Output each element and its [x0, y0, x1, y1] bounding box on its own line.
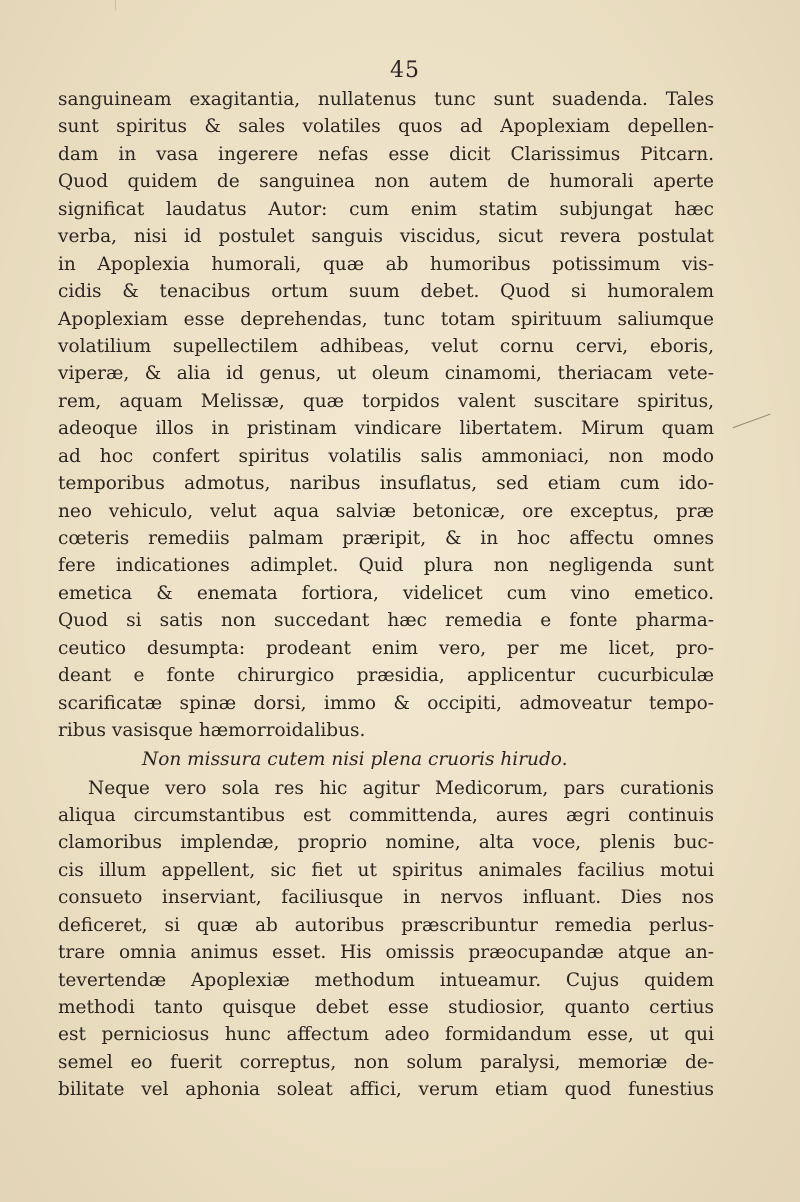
paragraph-1 [58, 86, 714, 745]
page-number: 45 [390, 58, 420, 83]
text-line: neo vehiculo, velut aqua salviæ betonicæ, ore exceptus, præ [58, 500, 714, 522]
text-line: ribus vasisque hæmorroidalibus. [58, 720, 366, 742]
book-page [58, 56, 714, 1104]
text-line: deficeret, si quæ ab autoribus præscribuntur remedia perlus- [58, 914, 714, 936]
text-line: viperæ, & alia id genus, ut oleum cinamomi, theriacam vete- [58, 363, 714, 385]
text-line: sanguineam exagitantia, nullatenus tunc sunt suadenda. Tales [58, 89, 714, 110]
text-line: emetica & enemata fortiora, videlicet cum vino emetico. [58, 582, 714, 604]
text-line: deant e fonte chirurgico præsidia, applicentur cucurbiculæ [58, 665, 714, 687]
text-line: rem, aquam Melissæ, quæ torpidos valent suscitare spiritus, [58, 390, 714, 412]
text-line: dam in vasa ingerere nefas esse dicit Clarissimus Pitcarn. [58, 143, 714, 165]
text-line: volatilium supellectilem adhibeas, velut cornu cervi, eboris, [58, 335, 714, 357]
text-line: tevertendæ Apoplexiæ methodum intueamur. Cujus quidem [58, 969, 714, 991]
text-line: cidis & tenacibus ortum suum debet. Quod si humoralem [58, 281, 714, 303]
top-smudge [115, 0, 130, 10]
text-line: sunt spiritus & sales volatiles quos ad Apoplexiam depellen- [58, 116, 714, 138]
text-line: Quod si satis non succedant hæc remedia e fonte pharma- [58, 610, 714, 632]
text-line: Apoplexiam esse deprehendas, tunc totam spirituum saliumque [58, 308, 714, 330]
text-line: methodi tanto quisque debet esse studiosior, quanto certius [58, 997, 714, 1018]
text-line: verba, nisi id postulet sanguis viscidus, sicut revera postulat [58, 226, 714, 248]
text-line: temporibus admotus, naribus insuflatus, sed etiam cum ido- [58, 473, 714, 495]
text-line: significat laudatus Autor: cum enim statim subjungat hæc [58, 198, 714, 220]
text-line: aliqua circumstantibus est committenda, aures ægri continuis [58, 804, 714, 826]
margin-mark [733, 414, 776, 442]
text-line: est perniciosus hunc affectum adeo formidandum esse, ut qui [58, 1024, 714, 1046]
text-line: ad hoc confert spiritus volatilis salis ammoniaci, non modo [58, 445, 714, 467]
text-line: cis illum appellent, sic fiet ut spiritus animales facilius motui [58, 859, 714, 881]
text-line: Neque vero sola res hic agitur Medicorum, pars curationis [88, 777, 714, 799]
paragraph-2 [58, 775, 714, 1104]
text-line: cœteris remediis palmam præripit, & in hoc affectu omnes [58, 528, 714, 549]
latin-motto: Non missura cutem nisi plena cruoris hirudo. [142, 748, 568, 770]
text-line: consueto inserviant, faciliusque in nervos influant. Dies nos [58, 887, 714, 909]
text-line: adeoque illos in pristinam vindicare libertatem. Mirum quam [58, 418, 714, 440]
text-line: scarificatæ spinæ dorsi, immo & occipiti, admoveatur tempo- [58, 692, 714, 714]
text-line: clamoribus implendæ, proprio nomine, alta voce, plenis buc- [58, 832, 714, 854]
text-line: fere indicationes adimplet. Quid plura non negligenda sunt [58, 555, 714, 577]
text-line: trare omnia animus esset. His omissis præocupandæ atque an- [58, 942, 714, 964]
text-line: Quod quidem de sanguinea non autem de humorali aperte [58, 171, 714, 193]
text-line: bilitate vel aphonia soleat affici, verum etiam quod funestius [58, 1079, 714, 1101]
text-line: ceutico desumpta: prodeant enim vero, per me licet, pro- [58, 637, 714, 659]
text-line: semel eo fuerit correptus, non solum paralysi, memoriæ de- [58, 1051, 714, 1073]
text-line: in Apoplexia humorali, quæ ab humoribus potissimum vis- [58, 253, 714, 275]
